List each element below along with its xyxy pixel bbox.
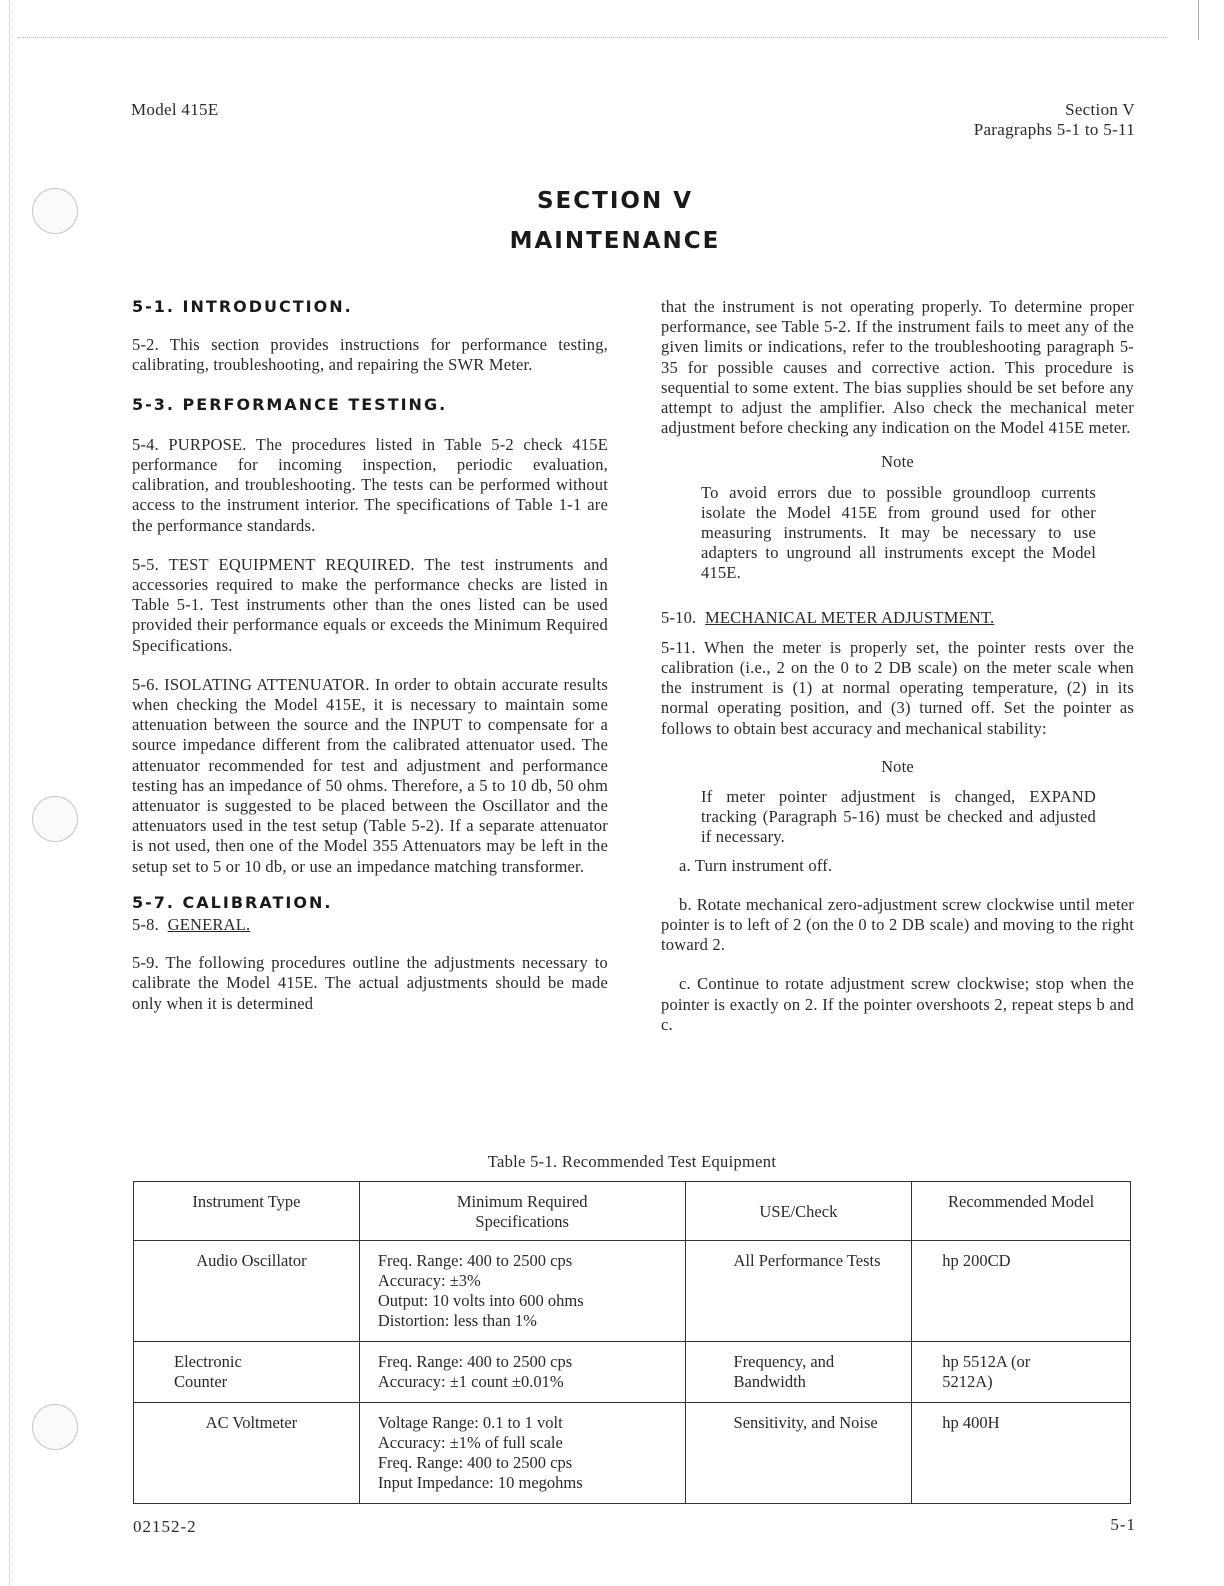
- table-row: [134, 1241, 1131, 1342]
- spec-line: Freq. Range: 400 to 2500 cps: [377, 1453, 573, 1472]
- spec-line: Input Impedance: 10 megohms: [377, 1473, 583, 1492]
- table-row: [134, 1403, 1131, 1504]
- note-title-2: Note: [881, 756, 914, 776]
- instrument-type-cell: Electronic Counter: [134, 1342, 360, 1403]
- column-header: Minimum Required Specifications: [359, 1182, 685, 1241]
- paragraph-5-5: 5-5. TEST EQUIPMENT REQUIRED. The test instruments and accessories required to make the performance checks are listed in Table 5-1. Test instruments other than the ones listed can be used provided their performance equals or exceeds the Minimum Required Specifications.: [132, 554, 608, 655]
- left-edge-rule: [9, 0, 10, 1586]
- binder-hole-bottom: [32, 1404, 78, 1450]
- paragraph-5-10-number: 5-10.: [661, 607, 697, 627]
- column-header: Recommended Model: [912, 1182, 1131, 1241]
- paragraph-5-6: 5-6. ISOLATING ATTENUATOR. In order to obtain accurate results when checking the Model 415E, it is necessary to maintain some attenuation between the source and the INPUT to compensate for a source impedance different from the calibrated attenuator used. The attenuator recommended for test and adjustment and performance testing has an impedance of 50 ohms. Therefore, a 5 to 10 db, 50 ohm attenuator is suggested to be placed between the Oscillator and the attenuators used in the test setup (Table 5-2). If a separate attenuator is not used, then one of the Model 355 Attenuators may be left in the setup set to 5 or 10 db, or use an impedance matching transformer.: [132, 674, 608, 876]
- document-number: 02152-2: [133, 1517, 197, 1536]
- spec-line: Distortion: less than 1%: [377, 1311, 537, 1330]
- column-header: Instrument Type: [134, 1182, 360, 1241]
- specifications-cell: [359, 1241, 685, 1342]
- spec-line: Output: 10 volts into 600 ohms: [377, 1291, 584, 1310]
- top-rule: [18, 37, 1168, 38]
- section-subtitle: MAINTENANCE: [509, 228, 721, 254]
- step-b: b. Rotate mechanical zero-adjustment screw clockwise until meter pointer is to left of 2 (on the 0 to 2 DB scale) and moving to the right toward 2.: [661, 894, 1134, 955]
- step-c: c. Continue to rotate adjustment screw clockwise; stop when the pointer is exactly on 2. If the pointer overshoots 2, repeat steps b and c.: [661, 974, 1134, 1034]
- header-section: Section V: [1065, 100, 1135, 119]
- heading-introduction: 5-1. INTRODUCTION.: [132, 297, 353, 316]
- paragraph-5-10-title: MECHANICAL METER ADJUSTMENT.: [705, 607, 995, 627]
- use-check-cell: Sensitivity, and Noise: [685, 1403, 912, 1504]
- heading-calibration: 5-7. CALIBRATION.: [132, 892, 333, 912]
- spec-line: Voltage Range: 0.1 to 1 volt: [377, 1413, 563, 1432]
- binder-hole-top: [32, 188, 78, 234]
- paragraph-5-8-title: GENERAL.: [167, 915, 251, 935]
- step-a: a. Turn instrument off.: [679, 855, 833, 875]
- paragraph-5-11: 5-11. When the meter is properly set, the pointer rests over the calibration (i.e., 2 on the 0 to 2 DB scale) on the meter scale when the instrument is (1) at normal operating temperature, (2) in its normal operating position, and (3) turned off. Set the pointer as follows to obtain best accuracy and mechanical stability:: [661, 637, 1134, 738]
- binder-hole-middle: [32, 796, 78, 842]
- spec-line: Freq. Range: 400 to 2500 cps: [377, 1352, 573, 1371]
- paragraph-5-9: 5-9. The following procedures outline the adjustments necessary to calibrate the Model 415E. The actual adjustments should be made only when it is determined: [132, 953, 608, 1013]
- paragraph-5-8-number: 5-8.: [132, 915, 159, 935]
- recommended-model-cell: hp 400H: [912, 1403, 1131, 1504]
- instrument-type-cell: Audio Oscillator: [134, 1241, 360, 1342]
- spec-line: Accuracy: ±1% of full scale: [377, 1433, 563, 1452]
- spec-line: Freq. Range: 400 to 2500 cps: [377, 1251, 573, 1270]
- left-column: [132, 297, 608, 1033]
- recommended-model-cell: hp 200CD: [912, 1241, 1131, 1342]
- heading-performance-testing: 5-3. PERFORMANCE TESTING.: [132, 394, 448, 414]
- header-paragraphs: Paragraphs 5-1 to 5-11: [973, 120, 1135, 139]
- table-row: [134, 1342, 1131, 1403]
- paragraph-continued: that the instrument is not operating properly. To determine proper performance, see Table 5-2. If the instrument fails to meet any of the given limits or indications, refer to the troubleshooting paragraph 5-35 for possible causes and corrective action. This procedure is sequential to some extent. The bias supplies should be set before any attempt to adjust the amplifier. Also check the mechanical meter adjustment before checking any indication on the Model 415E meter.: [661, 297, 1134, 438]
- use-check-cell: All Performance Tests: [685, 1241, 912, 1342]
- paragraph-5-4: 5-4. PURPOSE. The procedures listed in Table 5-2 check 415E performance for incoming inspection, periodic evaluation, calibration, and troubleshooting. The tests can be performed without access to the instrument interior. The specifications of Table 1-1 are the performance standards.: [132, 434, 608, 535]
- section-title: SECTION V: [536, 188, 693, 214]
- specifications-cell: [359, 1403, 685, 1504]
- note-groundloop: To avoid errors due to possible groundloop currents isolate the Model 415E from ground used for other measuring instruments. It may be necessary to use adapters to unground all instruments except the Model 415E.: [701, 482, 1096, 583]
- paragraph-5-2: 5-2. This section provides instructions for performance testing, calibrating, troubleshooting, and repairing the SWR Meter.: [132, 335, 608, 375]
- spec-line: Accuracy: ±3%: [377, 1271, 481, 1290]
- note-title: Note: [881, 452, 914, 472]
- use-check-cell: Frequency, and Bandwidth: [685, 1342, 912, 1403]
- column-header: USE/Check: [685, 1182, 912, 1241]
- specifications-cell: [359, 1342, 685, 1403]
- right-column: [661, 297, 1134, 1054]
- table-caption: Table 5-1. Recommended Test Equipment: [487, 1152, 777, 1171]
- recommended-test-equipment-table: [133, 1181, 1131, 1504]
- table-header-row: [134, 1182, 1131, 1241]
- paragraph-5-10: [661, 608, 1134, 628]
- right-edge-rule: [1198, 0, 1199, 40]
- paragraph-5-8: [132, 915, 608, 935]
- recommended-model-cell: hp 5512A (or 5212A): [912, 1342, 1131, 1403]
- instrument-type-cell: AC Voltmeter: [134, 1403, 360, 1504]
- header-model: Model 415E: [131, 100, 219, 119]
- spec-line: Accuracy: ±1 count ±0.01%: [377, 1372, 564, 1391]
- note-expand-tracking: If meter pointer adjustment is changed, EXPAND tracking (Paragraph 5-16) must be checked and adjusted if necessary.: [701, 787, 1096, 847]
- page-number: 5-1: [1110, 1515, 1136, 1534]
